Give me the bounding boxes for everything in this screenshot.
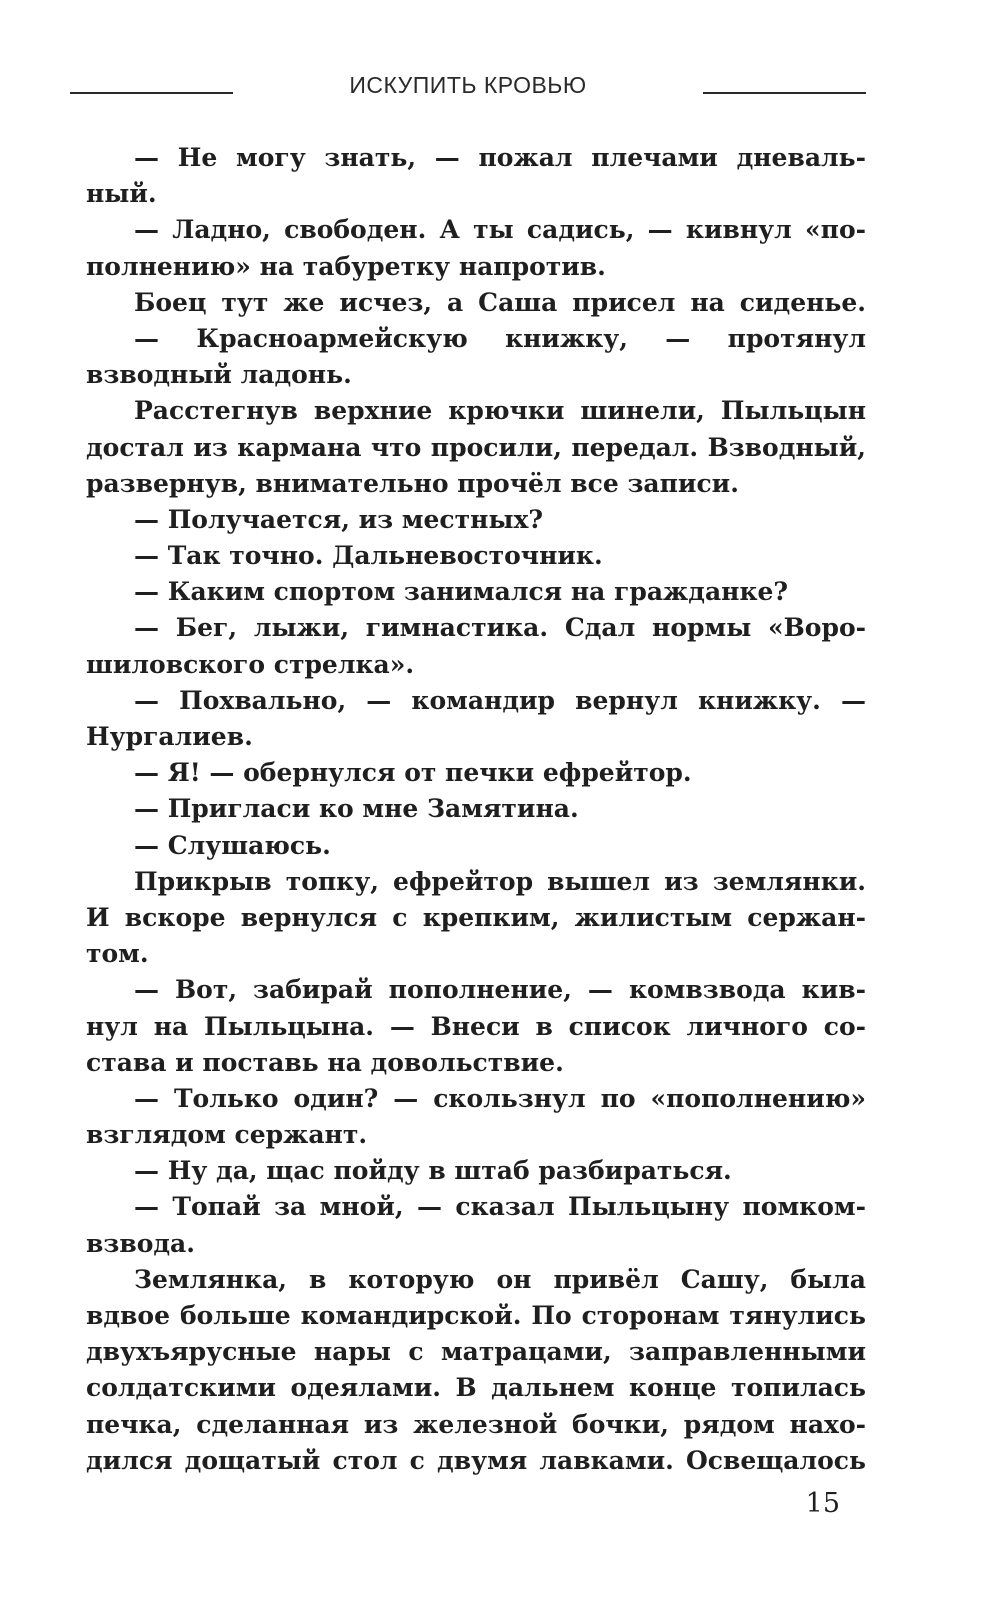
text-line: — Бег, лыжи, гимнастика. Сдал нормы «Воро-	[134, 613, 866, 643]
text-line: — Пригласи ко мне Замятина.	[134, 794, 579, 824]
text-line: — Я! — обернулся от печки ефрейтор.	[134, 758, 692, 788]
text-line: достал из кармана что просили, передал. Взводный,	[86, 432, 866, 462]
text-line: — Ну да, щас пойду в штаб разбираться.	[134, 1156, 732, 1186]
text-line: — Не могу знать, — пожал плечами дневаль-	[134, 143, 866, 172]
header-rule-right	[703, 92, 866, 94]
text-line: двухъярусные нары с матрацами, заправленными	[86, 1337, 866, 1367]
body-text	[86, 140, 866, 1479]
text-line: Прикрыв топку, ефрейтор вышел из землянки.	[134, 866, 866, 896]
text-line: Боец тут же исчез, а Саша присел на сиденье.	[134, 287, 866, 317]
text-line: — Вот, забирай пополнение, — комвзвода кив-	[134, 975, 866, 1005]
text-line: развернув, внимательно прочёл все записи.	[86, 468, 739, 498]
text-line: взвода.	[86, 1228, 195, 1258]
text-line: взглядом сержант.	[86, 1120, 368, 1150]
text-line: Нургалиев.	[86, 722, 253, 751]
text-line: — Топай за мной, — сказал Пыльцыну помком-	[134, 1192, 866, 1222]
text-line: — Похвально, — командир вернул книжку. —	[134, 685, 866, 715]
text-line: нул на Пыльцына. — Внеси в список личного со-	[86, 1011, 866, 1041]
running-header	[70, 72, 866, 106]
text-line: шиловского стрелка».	[86, 649, 415, 679]
text-line: дился дощатый стол с двумя лавками. Освещалось	[86, 1445, 866, 1475]
text-line: — Только один? — скользнул по «пополнению»	[134, 1083, 866, 1113]
text-line: солдатскими одеялами. В дальнем конце топилась	[86, 1373, 866, 1403]
page-number: 15	[805, 1488, 840, 1519]
text-line: става и поставь на довольствие.	[86, 1047, 564, 1077]
text-line: взводный ладонь.	[86, 360, 352, 390]
text-line: том.	[86, 939, 149, 969]
text-line: полнению» на табуретку напротив.	[86, 251, 606, 281]
text-line: — Каким спортом занимался на гражданке?	[134, 577, 789, 607]
text-line: — Так точно. Дальневосточник.	[134, 541, 603, 571]
text-line: печка, сделанная из железной бочки, рядом нахо-	[86, 1409, 866, 1439]
text-line: — Получается, из местных?	[134, 504, 544, 534]
text-line: — Красноармейскую книжку, — протянул	[134, 323, 866, 353]
text-line: вдвое больше командирской. По сторонам тянулись	[86, 1301, 866, 1330]
text-line: — Слушаюсь.	[134, 830, 331, 860]
text-line: И вскоре вернулся с крепким, жилистым сержан-	[86, 902, 866, 932]
text-line: — Ладно, свободен. А ты садись, — кивнул «по-	[134, 215, 866, 245]
text-line: Расстегнув верхние крючки шинели, Пыльцын	[134, 396, 866, 426]
running-header-title: ИСКУПИТЬ КРОВЬЮ	[349, 72, 587, 98]
text-line: Землянка, в которую он привёл Сашу, была	[134, 1264, 866, 1294]
text-line: ный.	[86, 179, 157, 209]
